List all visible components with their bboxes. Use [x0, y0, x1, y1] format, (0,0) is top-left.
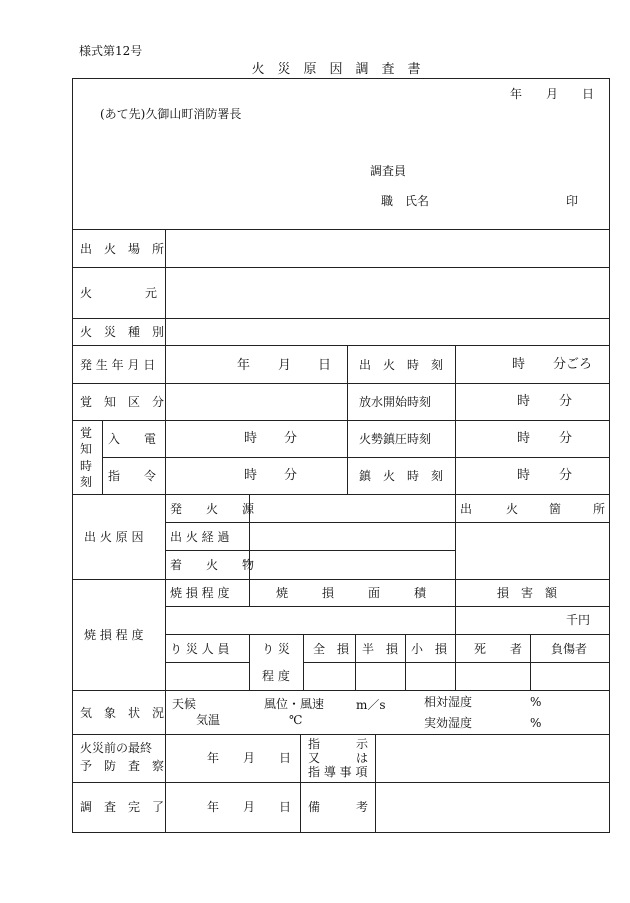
fire-location-label: 出 火 場 所: [80, 242, 165, 256]
burn-area-char-4: 積: [414, 586, 427, 600]
origin-point-char-1: 出: [460, 502, 473, 516]
incoming-call-label: 入 電: [108, 432, 157, 446]
burn-degree-label: 焼 損 程 度: [170, 586, 230, 600]
small-loss-label: 小 損: [411, 642, 448, 656]
header-date-year: 年: [510, 87, 523, 101]
humidity-rel-label: 相対湿度: [424, 695, 473, 709]
call-min: 分: [284, 431, 298, 446]
injured-label: 負傷者: [551, 642, 588, 656]
occ-year: 年: [237, 358, 251, 373]
comp-month: 月: [243, 800, 256, 814]
form-title: 火 災 原 因 調 査 書: [251, 62, 421, 77]
damage-level-label-1: り 災: [262, 642, 290, 656]
ignited-material-label: 着 火 物: [170, 558, 255, 572]
call-hour: 時: [244, 431, 258, 446]
fire-origin-label-a: 火: [80, 286, 93, 300]
insp-day: 日: [279, 751, 292, 765]
guidance-label-2: 又 は: [308, 751, 369, 765]
insp-month: 月: [243, 751, 256, 765]
origin-point-char-2: 火: [506, 502, 519, 516]
damage-degree-label: 焼 損 程 度: [84, 628, 144, 642]
fire-time-min: 分ごろ: [553, 357, 593, 372]
deaths-label: 死 者: [474, 642, 523, 656]
fire-time-hour: 時: [512, 357, 526, 372]
fire-type-label: 火 災 種 別: [80, 325, 165, 339]
victims-label: り 災 人 員: [170, 642, 230, 656]
last-inspection-label-2: 予 防 査 察: [80, 759, 165, 773]
burn-area-char-3: 面: [368, 586, 381, 600]
burn-area-char-1: 焼: [276, 586, 289, 600]
temperature-label: 気温: [196, 713, 221, 727]
investigator-label: 調査員: [370, 164, 407, 178]
suppression-time-label: 火勢鎮圧時刻: [359, 432, 432, 446]
fire-time-label: 出 火 時 刻: [359, 358, 444, 372]
ext-hour: 時: [517, 468, 531, 483]
seal-label: 印: [566, 194, 579, 208]
damage-amount-label: 損 害 額: [497, 586, 558, 600]
supp-min: 分: [559, 431, 573, 446]
awareness-time-char-4: 刻: [80, 475, 93, 489]
burn-area-char-2: 損: [322, 586, 335, 600]
humidity-eff-unit: %: [530, 716, 542, 730]
cause-label: 出 火 原 因: [84, 530, 144, 544]
water-min: 分: [559, 394, 573, 409]
thousand-yen-unit: 千円: [566, 613, 591, 627]
comp-year: 年: [207, 800, 220, 814]
header-date-month: 月: [546, 87, 559, 101]
origin-point-char-4: 所: [593, 502, 606, 516]
awareness-time-char-3: 時: [80, 459, 93, 473]
origin-point-char-3: 箇: [549, 502, 562, 516]
order-hour: 時: [244, 468, 258, 483]
damage-level-label-2: 程 度: [262, 669, 290, 683]
weather-type-label: 天候: [172, 697, 197, 711]
wind-label: 風位・風速: [264, 697, 325, 711]
extinguish-time-label: 鎮 火 時 刻: [359, 469, 444, 483]
insp-year: 年: [207, 751, 220, 765]
wind-unit: m／s: [356, 698, 386, 712]
fire-process-label: 出 火 経 過: [170, 530, 230, 544]
addressee: (あて先)久御山町消防署長: [100, 107, 242, 121]
form-number: 様式第12号: [79, 44, 143, 58]
order-min: 分: [284, 468, 298, 483]
water-start-label: 放水開始時刻: [359, 395, 432, 409]
humidity-rel-unit: %: [530, 695, 542, 709]
half-loss-label: 半 損: [362, 642, 399, 656]
total-loss-label: 全 損: [313, 642, 350, 656]
order-label: 指 令: [108, 469, 157, 483]
completion-label: 調 査 完 了: [80, 800, 165, 814]
position-name-label: 職 氏名: [381, 194, 430, 208]
ignition-source-label: 発 火 源: [170, 502, 255, 516]
guidance-label-3: 指 導 事 項: [308, 765, 368, 779]
comp-day: 日: [279, 800, 292, 814]
temperature-unit: ℃: [289, 713, 303, 727]
awareness-time-char-2: 知: [80, 442, 93, 456]
awareness-type-label: 覚 知 区 分: [80, 395, 165, 409]
humidity-eff-label: 実効湿度: [424, 716, 473, 730]
remarks-label: 備 考: [308, 800, 369, 814]
occ-day: 日: [318, 358, 332, 373]
awareness-time-char-1: 覚: [80, 426, 93, 440]
ext-min: 分: [559, 468, 573, 483]
supp-hour: 時: [517, 431, 531, 446]
water-hour: 時: [517, 394, 531, 409]
last-inspection-label-1: 火災前の最終: [80, 741, 153, 755]
occ-month: 月: [278, 358, 292, 373]
header-date-day: 日: [582, 87, 595, 101]
fire-origin-label-b: 元: [145, 286, 158, 300]
guidance-label-1: 指 示: [308, 737, 369, 751]
occurrence-date-label: 発 生 年 月 日: [80, 358, 156, 372]
weather-label: 気 象 状 況: [80, 706, 165, 720]
